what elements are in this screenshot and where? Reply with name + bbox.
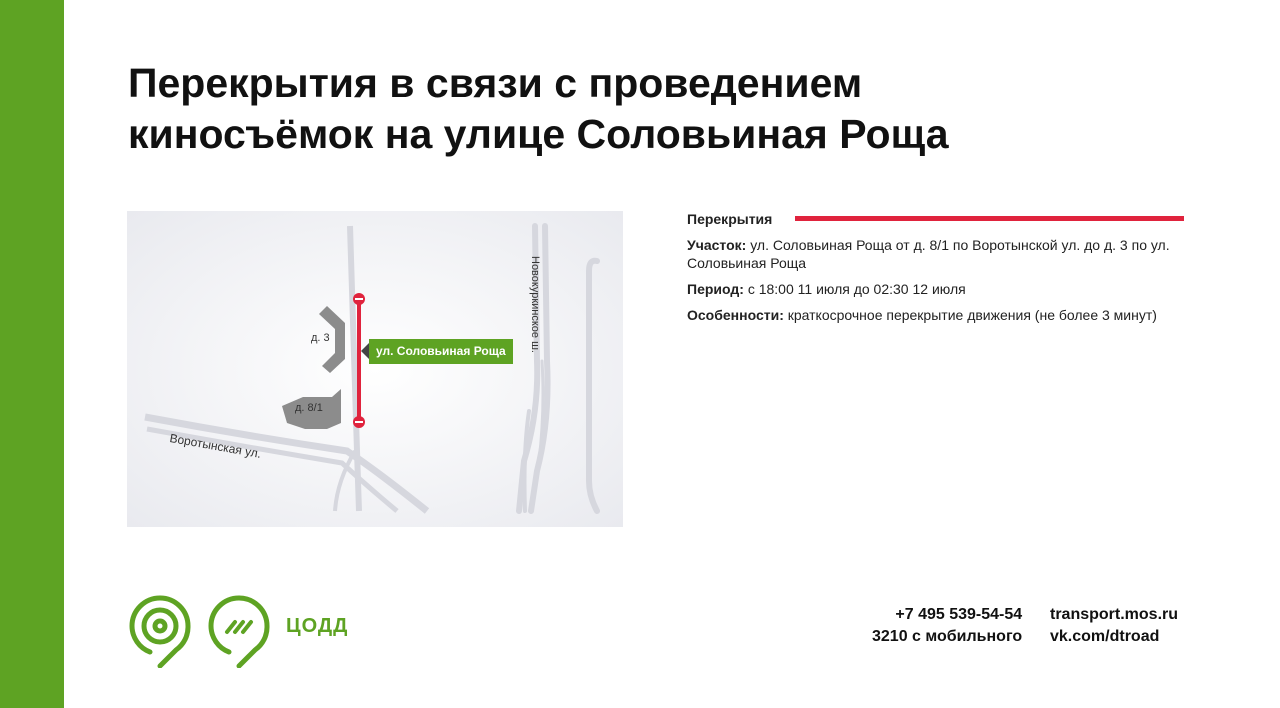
info-period xyxy=(687,280,1187,298)
web-contacts xyxy=(1050,604,1178,648)
phone-number[interactable]: +7 495 539-54-54 xyxy=(895,606,1023,623)
phone-contacts xyxy=(862,604,1022,648)
side-accent-bar xyxy=(0,0,64,708)
section-label: Участок: xyxy=(687,237,747,253)
info-features xyxy=(687,306,1187,324)
vk-link[interactable]: vk.com/dtroad xyxy=(1050,628,1160,645)
legend-label: Перекрытия xyxy=(687,211,773,227)
title-line-1: Перекрытия в связи с проведением xyxy=(128,60,863,106)
house-8-1-label: д. 8/1 xyxy=(295,402,323,414)
features-label: Особенности: xyxy=(687,307,784,323)
moscow-transport-logo-icon xyxy=(128,594,192,668)
legend-line xyxy=(795,216,1184,221)
closure-end-icon xyxy=(353,416,365,428)
codd-logo-icon xyxy=(207,594,271,668)
legend-closures xyxy=(687,209,1187,229)
period-label: Период: xyxy=(687,281,744,297)
title-line-2: киносъёмок на улице Соловьиная Роща xyxy=(128,111,949,157)
section-text: ул. Соловьиная Роща от д. 8/1 по Воротынской ул. до д. 3 по ул. Соловьиная Роща xyxy=(687,237,1170,271)
period-text: с 18:00 11 июля до 02:30 12 июля xyxy=(747,281,966,297)
house-3-label: д. 3 xyxy=(311,332,330,344)
novokurkinskoe-label: Новокуркинское ш. xyxy=(529,256,541,353)
map-roads xyxy=(127,211,623,527)
mobile-number[interactable]: 3210 с мобильного xyxy=(872,628,1023,645)
vorotynskaya-label: Воротынская ул. xyxy=(168,431,263,461)
street-name-tag: ул. Соловьиная Роща xyxy=(369,339,513,364)
features-text: краткосрочное перекрытие движения (не более 3 минут) xyxy=(787,307,1157,323)
info-section xyxy=(687,236,1187,272)
site-link[interactable]: transport.mos.ru xyxy=(1050,606,1179,623)
closure-map xyxy=(127,211,623,527)
closure-start-icon xyxy=(353,293,365,305)
brand-name: ЦОДД xyxy=(286,615,349,637)
page-title xyxy=(128,58,1128,160)
